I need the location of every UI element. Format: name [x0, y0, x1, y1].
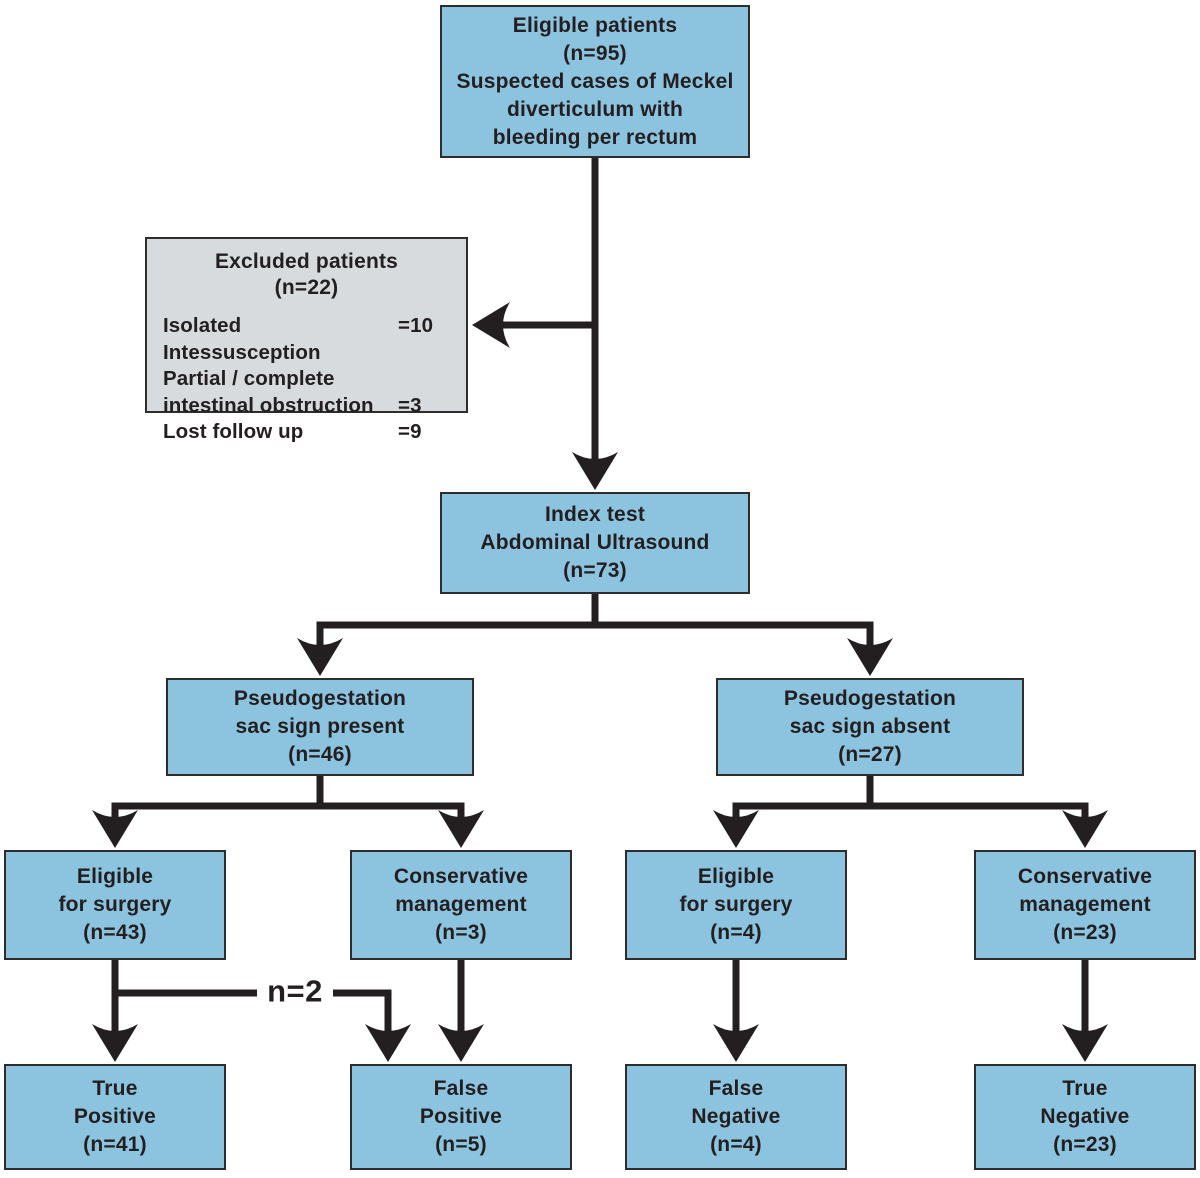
node-line: Eligible	[76, 865, 154, 888]
node-line: Pseudogestation	[783, 687, 957, 710]
excluded-reason-row	[163, 366, 450, 393]
node-line: Negative	[1040, 1105, 1130, 1128]
node-line: Suspected cases of Meckel	[456, 69, 734, 93]
excluded-reason-row	[163, 313, 450, 366]
node-line: management	[395, 893, 527, 916]
node-excluded-patients	[145, 237, 468, 443]
node-line: (n=23)	[1053, 1133, 1117, 1156]
reason-label: intestinal obstruction	[163, 393, 374, 417]
node-eligible-surgery-present	[4, 850, 226, 960]
node-sac-sign-absent	[716, 678, 1024, 776]
node-line: Negative	[691, 1105, 781, 1128]
node-conservative-present	[350, 850, 572, 960]
reason-count: =9	[398, 420, 422, 443]
node-line: sac sign absent	[789, 715, 951, 738]
node-line: (n=41)	[83, 1133, 147, 1156]
node-line: sac sign present	[235, 715, 405, 738]
node-line: False	[708, 1077, 764, 1100]
node-line: (n=4)	[710, 1133, 762, 1156]
node-line: (n=4)	[710, 921, 762, 944]
node-line: (n=43)	[83, 921, 147, 944]
node-line: management	[1019, 893, 1151, 916]
node-line: True	[92, 1077, 138, 1100]
node-line: Positive	[73, 1105, 157, 1128]
reason-count: =3	[398, 393, 422, 417]
node-line: Eligible patients	[512, 13, 678, 37]
excluded-reason-row	[163, 419, 450, 446]
reason-label: Partial / complete	[163, 367, 335, 390]
reason-count: =10	[398, 314, 434, 337]
node-line: (n=23)	[1053, 921, 1117, 944]
node-true-positive	[4, 1064, 226, 1170]
node-line: Positive	[419, 1105, 503, 1128]
node-line: for surgery	[679, 893, 793, 916]
node-line: True	[1062, 1077, 1108, 1100]
node-line: Index test	[544, 503, 646, 526]
node-false-positive	[350, 1064, 572, 1170]
reason-count	[398, 366, 450, 393]
node-conservative-absent	[974, 850, 1196, 960]
connector-index-split	[320, 594, 870, 650]
node-line: Eligible	[697, 865, 775, 888]
connector-absent-split	[736, 776, 1085, 824]
connector-present-split	[115, 776, 461, 824]
excluded-title-line: Excluded patients	[214, 250, 399, 273]
node-line: Pseudogestation	[233, 687, 407, 710]
node-line: False	[433, 1077, 489, 1100]
node-line: bleeding per rectum	[492, 125, 698, 149]
node-index-test	[440, 492, 750, 594]
excluded-reasons-list	[163, 313, 450, 446]
n2-annotation: n=2	[261, 974, 329, 1010]
node-line: (n=27)	[838, 743, 902, 766]
node-line: (n=46)	[288, 743, 352, 766]
node-eligible-patients	[440, 5, 750, 158]
excluded-reason-row	[163, 393, 450, 420]
node-false-negative	[625, 1064, 847, 1170]
node-line: (n=73)	[563, 559, 627, 582]
node-line: diverticulum with	[506, 97, 684, 121]
node-sac-sign-present	[166, 678, 474, 776]
node-eligible-surgery-absent	[625, 850, 847, 960]
node-line: (n=95)	[563, 41, 627, 65]
node-line: Conservative	[393, 865, 529, 888]
reason-label: Isolated Intessusception	[163, 314, 321, 364]
node-true-negative	[974, 1064, 1196, 1170]
node-line: (n=3)	[435, 921, 487, 944]
excluded-title-line: (n=22)	[274, 276, 339, 299]
node-line: (n=5)	[435, 1133, 487, 1156]
node-line: for surgery	[58, 893, 172, 916]
reason-label: Lost follow up	[163, 420, 304, 443]
node-line: Abdominal Ultrasound	[480, 531, 710, 554]
node-line: Conservative	[1017, 865, 1153, 888]
